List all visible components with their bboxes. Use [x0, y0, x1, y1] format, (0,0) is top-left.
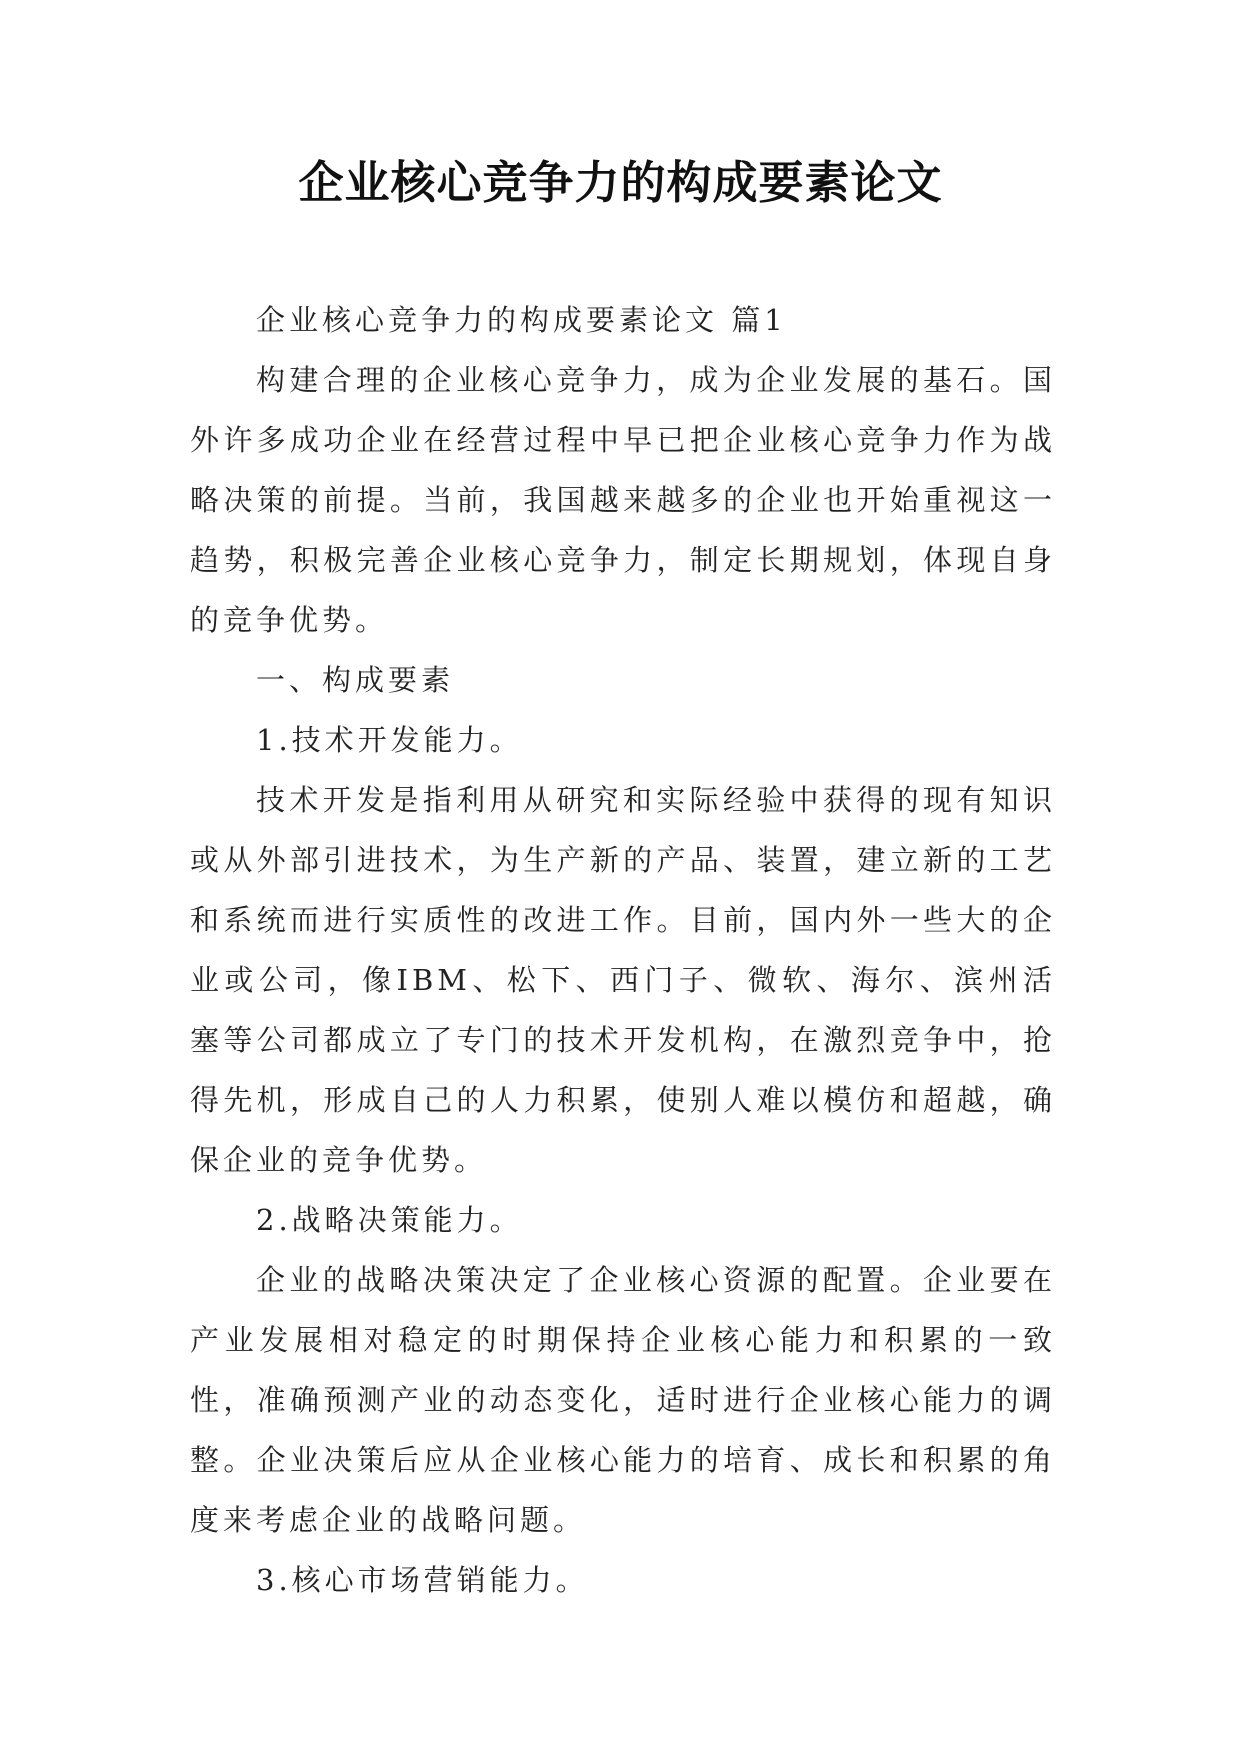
- section-subtitle: 企业核心竞争力的构成要素论文 篇1: [256, 303, 787, 337]
- subheading-tech-development: 1.技术开发能力。: [256, 723, 523, 757]
- paragraph-tech-development: 技术开发是指利用从研究和实际经验中获得的现有知识或从外部引进技术，为生产新的产品、装置，建立新的工艺和系统而进行实质性的改进工作。目前，国内外一些大的企业或公司，像IBM、松下、西门子、微软、海尔、滨州活塞等公司都成立了专门的技术开发机构，在激烈竞争中，抢得先机，形成自己的人力积累，使别人难以模仿和超越，确保企业的竞争优势。: [190, 783, 1056, 1177]
- document-title: 企业核心竞争力的构成要素论文: [298, 156, 943, 209]
- paragraph-intro: 构建合理的企业核心竞争力，成为企业发展的基石。国外许多成功企业在经营过程中早已把企业核心竞争力作为战略决策的前提。当前，我国越来越多的企业也开始重视这一趋势，积极完善企业核心竞争力，制定长期规划，体现自身的竞争优势。: [190, 363, 1056, 637]
- section-heading-elements: 一、构成要素: [256, 663, 455, 697]
- document-body: [190, 290, 1056, 1610]
- paragraph-strategic-decision: 企业的战略决策决定了企业核心资源的配置。企业要在产业发展相对稳定的时期保持企业核心能力和积累的一致性，准确预测产业的动态变化，适时进行企业核心能力的调整。企业决策后应从企业核心能力的培育、成长和积累的角度来考虑企业的战略问题。: [190, 1263, 1056, 1537]
- subheading-strategic-decision: 2.战略决策能力。: [256, 1203, 523, 1237]
- subheading-core-marketing: 3.核心市场营销能力。: [256, 1563, 589, 1597]
